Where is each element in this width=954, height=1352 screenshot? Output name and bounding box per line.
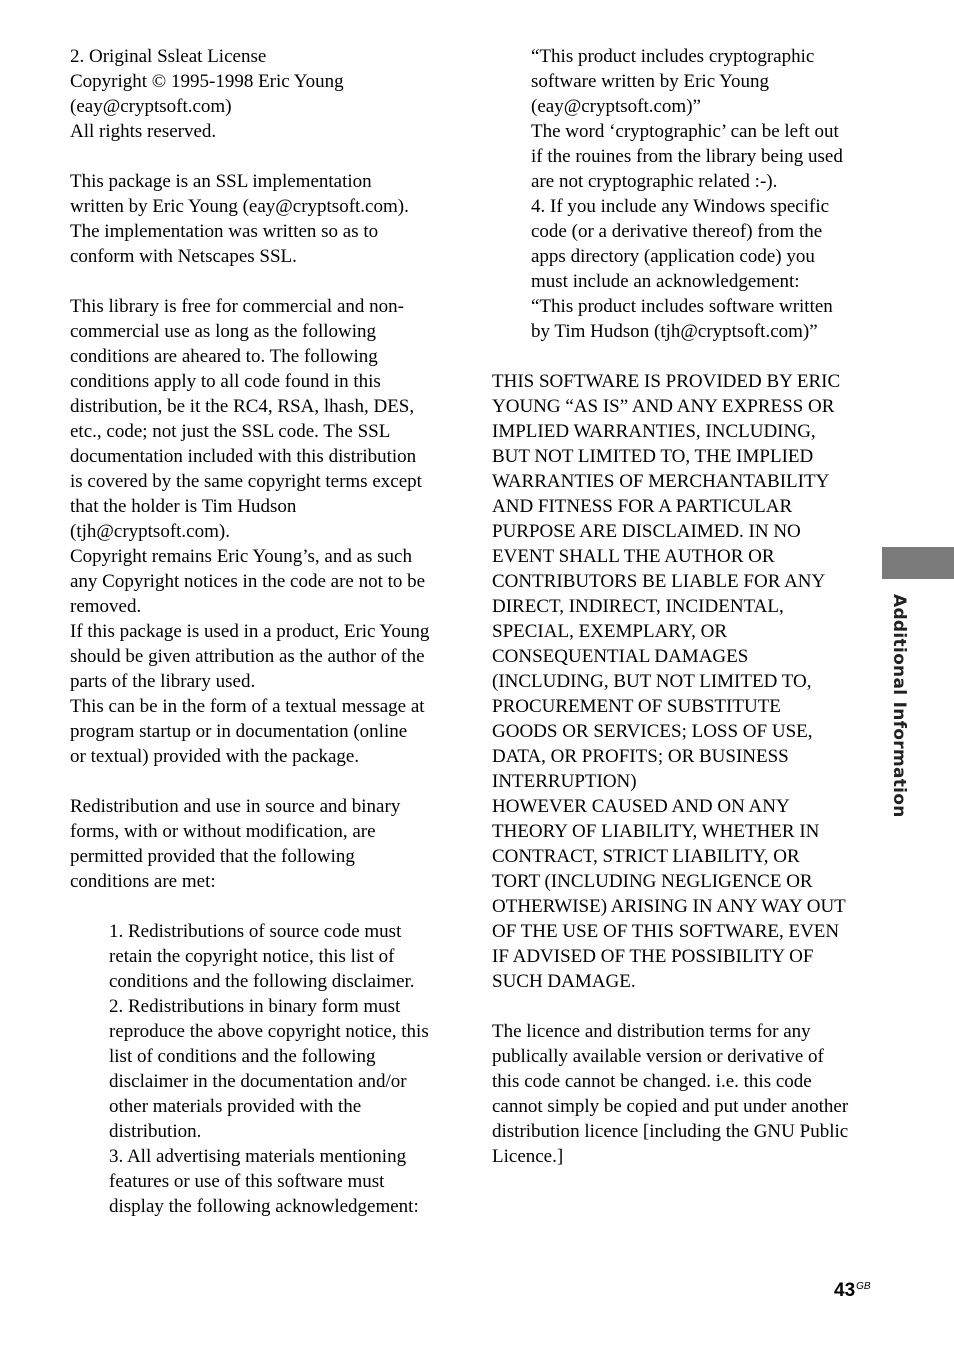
- text-line: this code cannot be changed. i.e. this code: [492, 1071, 812, 1092]
- text-line: if the rouines from the library being used: [531, 146, 843, 167]
- text-line: If this package is used in a product, Eric Young: [70, 621, 430, 642]
- paragraph-gap: [70, 269, 448, 294]
- text-line: (eay@cryptsoft.com)”: [531, 96, 701, 117]
- text-line: conditions are met:: [70, 871, 216, 892]
- page-number-value: 43: [834, 1280, 856, 1301]
- text-line: conditions and the following disclaimer.: [109, 971, 415, 992]
- text-line: program startup or in documentation (online: [70, 721, 408, 742]
- text-line: CONTRACT, STRICT LIABILITY, OR: [492, 846, 800, 867]
- text-line: conditions are aheared to. The following: [70, 346, 378, 367]
- text-line: YOUNG “AS IS” AND ANY EXPRESS OR: [492, 396, 835, 417]
- text-line: 4. If you include any Windows specific: [531, 196, 830, 217]
- text-line: CONSEQUENTIAL DAMAGES: [492, 646, 749, 667]
- licence-terms-paragraph: [492, 1019, 870, 1169]
- paragraph-gap: [70, 769, 448, 794]
- text-line: display the following acknowledgement:: [109, 1196, 419, 1217]
- text-line: 2. Redistributions in binary form must: [109, 996, 401, 1017]
- text-line: (INCLUDING, BUT NOT LIMITED TO,: [492, 671, 812, 692]
- text-line: IF ADVISED OF THE POSSIBILITY OF: [492, 946, 814, 967]
- text-line: The implementation was written so as to: [70, 221, 379, 242]
- disclaimer-paragraph: [492, 369, 870, 994]
- text-line: forms, with or without modification, are: [70, 821, 376, 842]
- text-line: HOWEVER CAUSED AND ON ANY: [492, 796, 790, 817]
- text-line: must include an acknowledgement:: [531, 271, 800, 292]
- text-line: permitted provided that the following: [70, 846, 355, 867]
- text-line: 2. Original Ssleat License: [70, 46, 267, 67]
- left-column: [70, 44, 448, 1219]
- section-tab-label: Additional Information: [889, 594, 909, 818]
- text-line: WARRANTIES OF MERCHANTABILITY: [492, 471, 830, 492]
- text-line: reproduce the above copyright notice, this: [109, 1021, 429, 1042]
- license-block: [70, 44, 448, 144]
- text-line: (tjh@cryptsoft.com).: [70, 521, 230, 542]
- paragraph-gap: [492, 344, 870, 369]
- text-line: publically available version or derivative of: [492, 1046, 824, 1067]
- text-line: any Copyright notices in the code are not to be: [70, 571, 426, 592]
- text-line: THEORY OF LIABILITY, WHETHER IN: [492, 821, 820, 842]
- text-line: conditions apply to all code found in this: [70, 371, 381, 392]
- text-line: SUCH DAMAGE.: [492, 971, 636, 992]
- text-line: TORT (INCLUDING NEGLIGENCE OR: [492, 871, 813, 892]
- text-line: Redistribution and use in source and binary: [70, 796, 401, 817]
- text-line: 1. Redistributions of source code must: [109, 921, 402, 942]
- text-line: CONTRIBUTORS BE LIABLE FOR ANY: [492, 571, 826, 592]
- text-line: BUT NOT LIMITED TO, THE IMPLIED: [492, 446, 814, 467]
- text-line: should be given attribution as the author of the: [70, 646, 425, 667]
- text-line: EVENT SHALL THE AUTHOR OR: [492, 546, 775, 567]
- page-number: [834, 1280, 871, 1302]
- text-line: This can be in the form of a textual message at: [70, 696, 425, 717]
- text-line: Licence.]: [492, 1146, 564, 1167]
- intro-paragraph: [70, 169, 448, 269]
- paragraph-gap: [70, 894, 448, 919]
- text-line: OF THE USE OF THIS SOFTWARE, EVEN: [492, 921, 840, 942]
- text-line: PROCUREMENT OF SUBSTITUTE: [492, 696, 781, 717]
- text-line: INTERRUPTION): [492, 771, 637, 792]
- text-line: by Tim Hudson (tjh@cryptsoft.com)”: [531, 321, 818, 342]
- text-line: Copyright © 1995-1998 Eric Young: [70, 71, 344, 92]
- text-line: DATA, OR PROFITS; OR BUSINESS: [492, 746, 789, 767]
- text-line: retain the copyright notice, this list of: [109, 946, 395, 967]
- conditions-list: [70, 919, 448, 1219]
- text-line: This library is free for commercial and non-: [70, 296, 404, 317]
- text-line: The licence and distribution terms for any: [492, 1021, 811, 1042]
- text-line: written by Eric Young (eay@cryptsoft.com).: [70, 196, 409, 217]
- text-line: 3. All advertising materials mentioning: [109, 1146, 407, 1167]
- text-line: DIRECT, INDIRECT, INCIDENTAL,: [492, 596, 784, 617]
- text-line: THIS SOFTWARE IS PROVIDED BY ERIC: [492, 371, 841, 392]
- text-line: disclaimer in the documentation and/or: [109, 1071, 407, 1092]
- text-line: (eay@cryptsoft.com): [70, 96, 232, 117]
- text-line: software written by Eric Young: [531, 71, 769, 92]
- text-line: apps directory (application code) you: [531, 246, 815, 267]
- text-line: features or use of this software must: [109, 1171, 385, 1192]
- text-line: documentation included with this distribution: [70, 446, 417, 467]
- text-line: SPECIAL, EXEMPLARY, OR: [492, 621, 728, 642]
- text-line: The word ‘cryptographic’ can be left out: [531, 121, 839, 142]
- text-line: code (or a derivative thereof) from the: [531, 221, 823, 242]
- text-line: are not cryptographic related :-).: [531, 171, 778, 192]
- text-line: “This product includes cryptographic: [531, 46, 815, 67]
- text-line: etc., code; not just the SSL code. The SSL: [70, 421, 391, 442]
- text-line: conform with Netscapes SSL.: [70, 246, 297, 267]
- text-line: This package is an SSL implementation: [70, 171, 372, 192]
- text-line: commercial use as long as the following: [70, 321, 377, 342]
- text-line: Copyright remains Eric Young’s, and as such: [70, 546, 412, 567]
- paragraph-gap: [492, 994, 870, 1019]
- text-line: that the holder is Tim Hudson: [70, 496, 297, 517]
- text-line: distribution licence [including the GNU Public: [492, 1121, 849, 1142]
- paragraph-gap: [70, 144, 448, 169]
- text-line: All rights reserved.: [70, 121, 217, 142]
- text-line: “This product includes software written: [531, 296, 833, 317]
- text-line: OTHERWISE) ARISING IN ANY WAY OUT: [492, 896, 846, 917]
- page-number-suffix: GB: [856, 1280, 871, 1292]
- text-line: AND FITNESS FOR A PARTICULAR: [492, 496, 793, 517]
- text-line: parts of the library used.: [70, 671, 256, 692]
- text-line: removed.: [70, 596, 142, 617]
- text-line: or textual) provided with the package.: [70, 746, 360, 767]
- text-line: IMPLIED WARRANTIES, INCLUDING,: [492, 421, 816, 442]
- text-line: distribution.: [109, 1121, 202, 1142]
- usage-paragraph: [70, 294, 448, 769]
- conditions-continued: [492, 44, 870, 344]
- text-line: list of conditions and the following: [109, 1046, 376, 1067]
- text-line: PURPOSE ARE DISCLAIMED. IN NO: [492, 521, 801, 542]
- text-line: distribution, be it the RC4, RSA, lhash, DES,: [70, 396, 415, 417]
- redistribution-paragraph: [70, 794, 448, 894]
- section-tab-marker: [882, 547, 954, 579]
- text-line: other materials provided with the: [109, 1096, 362, 1117]
- text-line: GOODS OR SERVICES; LOSS OF USE,: [492, 721, 813, 742]
- text-line: cannot simply be copied and put under another: [492, 1096, 849, 1117]
- right-column: [492, 44, 870, 1169]
- text-line: is covered by the same copyright terms except: [70, 471, 422, 492]
